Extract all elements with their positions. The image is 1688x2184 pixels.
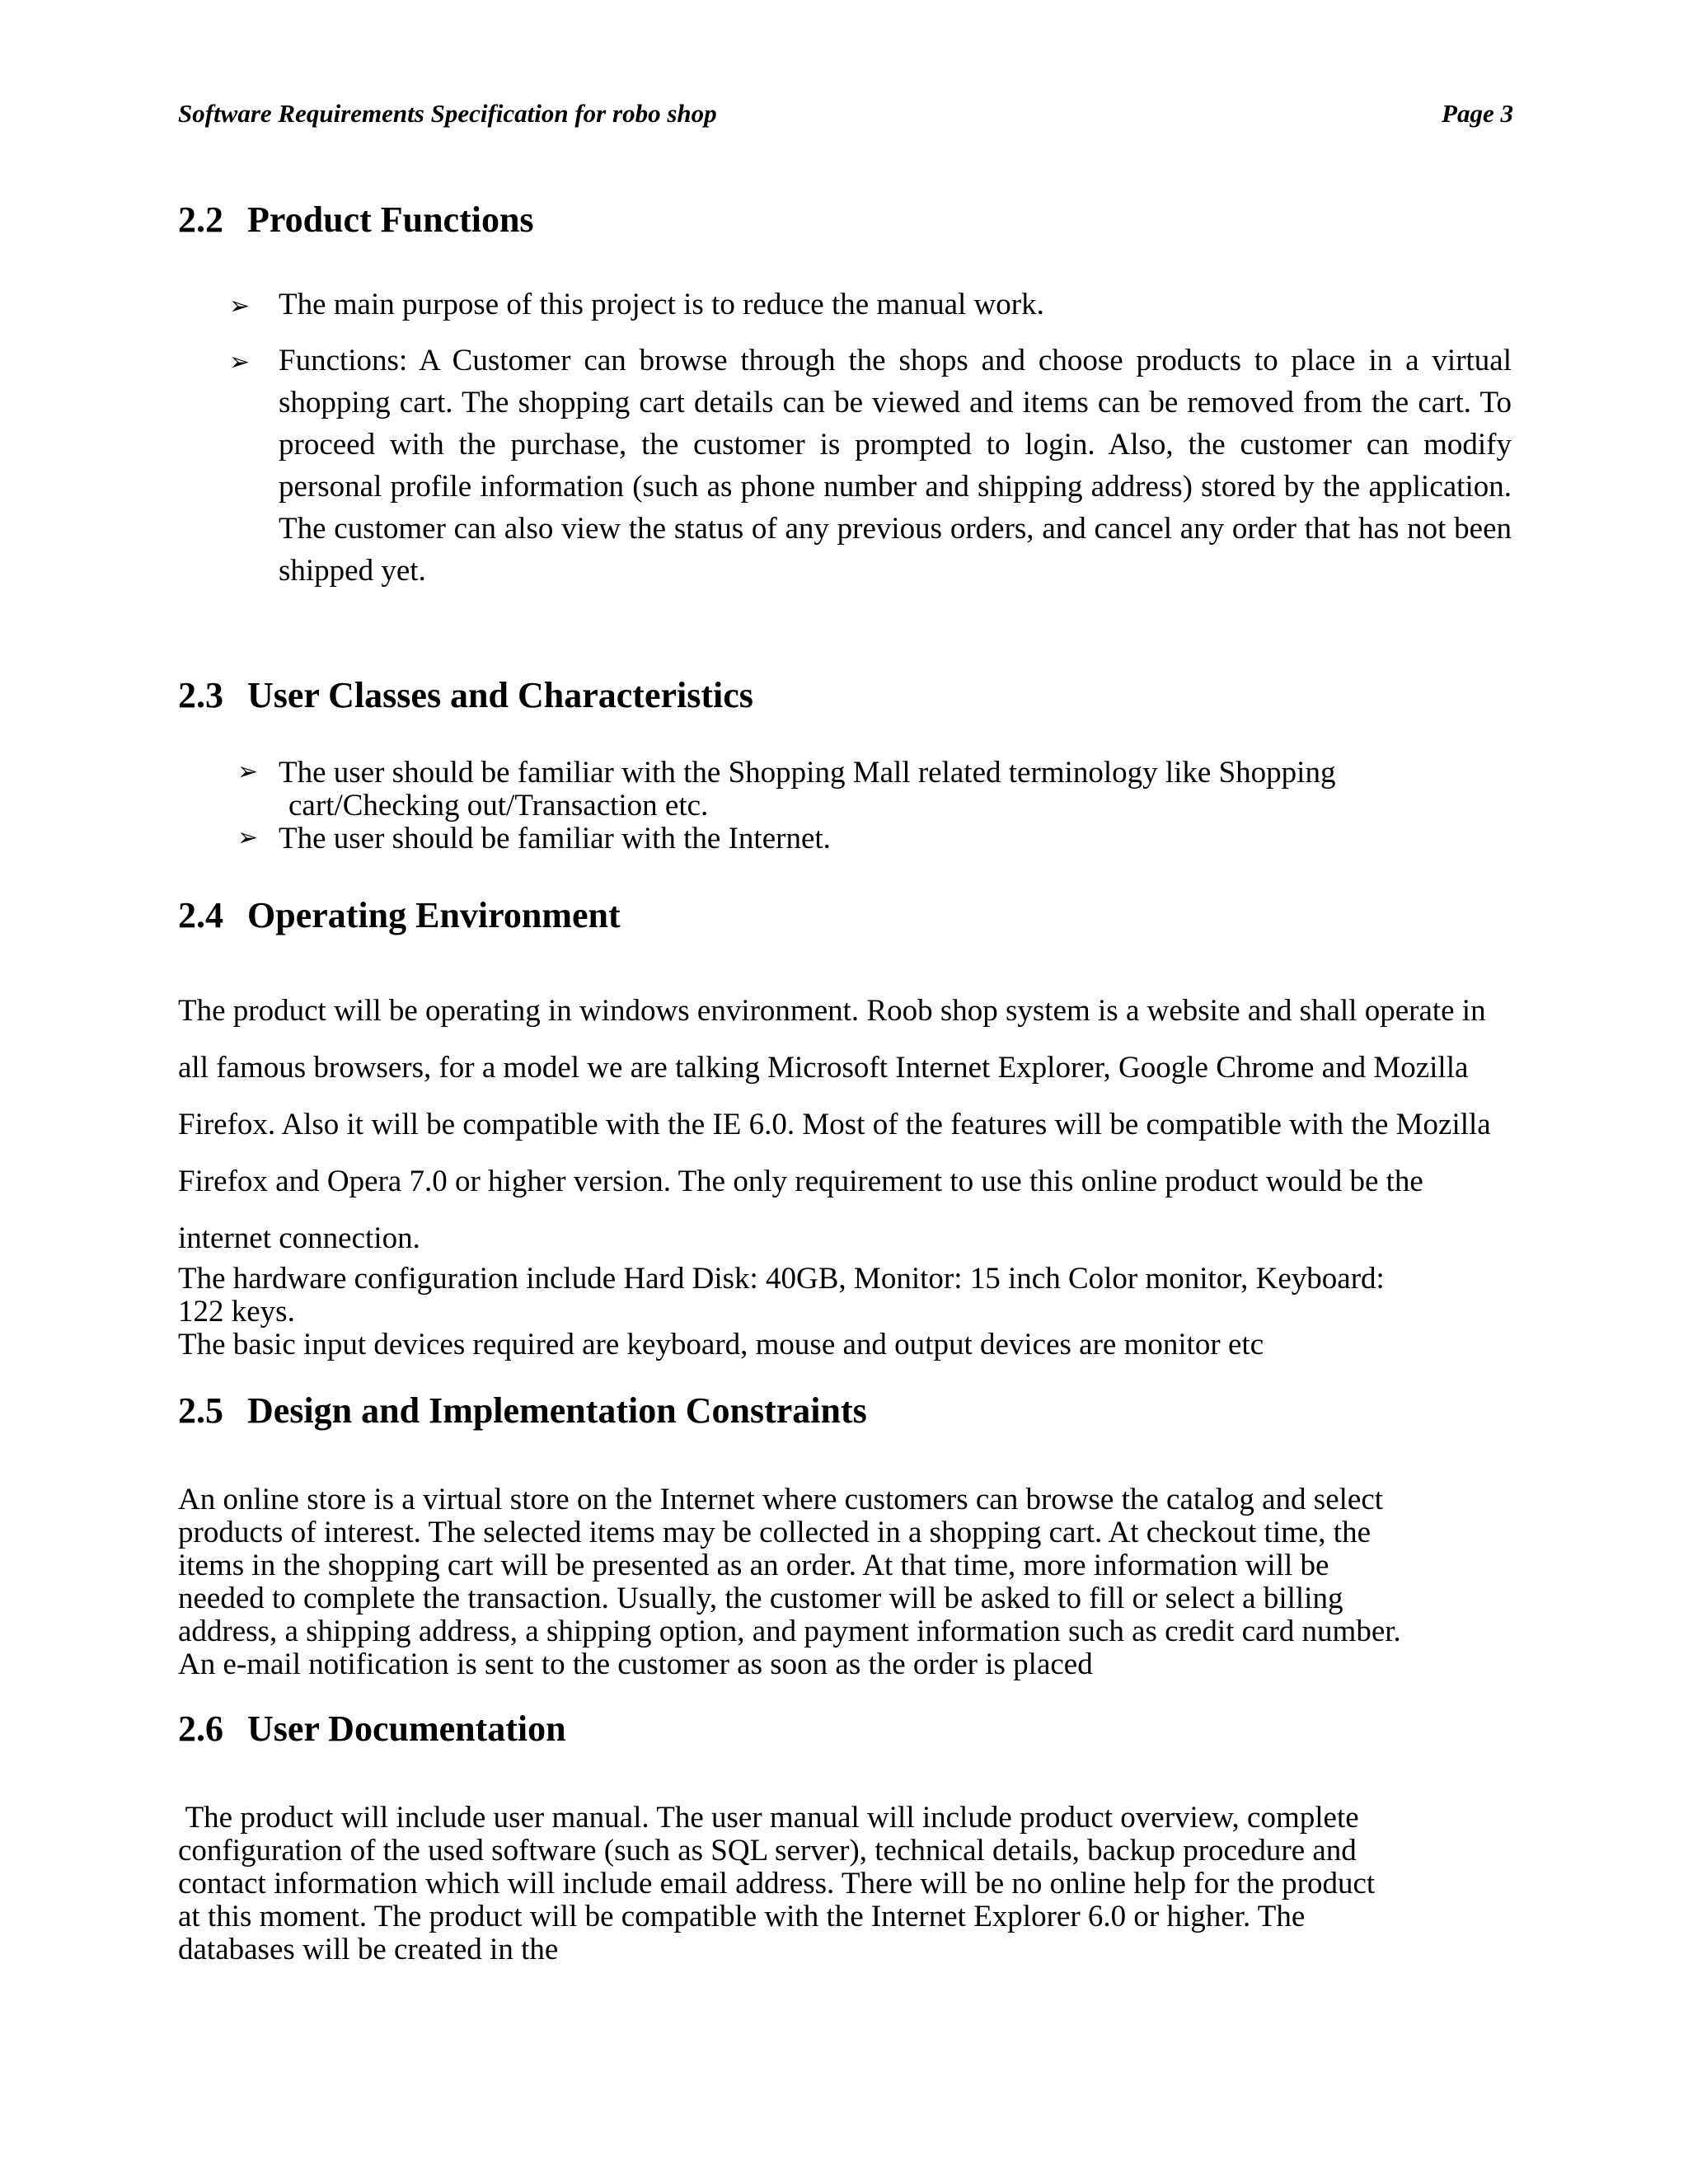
text-line: configuration of the used software (such as SQL server), technical details, backup procedure and bbox=[178, 1834, 1357, 1868]
text-line: address, a shipping address, a shipping option, and payment information such as credit card number. bbox=[178, 1615, 1401, 1648]
arrow-bullet-icon: ➢ bbox=[229, 349, 251, 376]
user-documentation-paragraph bbox=[178, 1802, 1497, 1966]
heading-user-classes bbox=[178, 674, 753, 716]
text-line: needed to complete the transaction. Usually, the customer will be asked to fill or select a billing bbox=[178, 1582, 1343, 1615]
user-classes-list bbox=[237, 756, 1515, 855]
text-line: The product will include user manual. The user manual will include product overview, complete bbox=[178, 1801, 1359, 1835]
hardware-configuration-text bbox=[178, 1263, 1522, 1361]
header-document-title: Software Requirements Specification for robo shop bbox=[178, 99, 717, 128]
section-number: 2.2 bbox=[178, 199, 223, 240]
heading-operating-environment bbox=[178, 894, 621, 936]
bullet-text: The main purpose of this project is to reduce the manual work. bbox=[279, 288, 1044, 321]
bullet-text: Functions: A Customer can browse through the shops and choose products to place in a virtual shopping cart. The shopping cart details can be viewed and items can be removed from the cart. To proceed with the purchase, the customer is prompted to login. Also, the customer can modify personal profile information (such as phone number and shipping address) stored by the application. The customer can also view the status of any previous orders, and cancel any order that has not been shipped yet. bbox=[279, 344, 1512, 588]
list-item bbox=[237, 756, 1515, 823]
section-title: User Documentation bbox=[247, 1708, 566, 1749]
arrow-bullet-icon: ➢ bbox=[237, 758, 259, 785]
text-line: An online store is a virtual store on the Internet where customers can browse the catalog and select bbox=[178, 1483, 1384, 1516]
text-line: databases will be created in the bbox=[178, 1933, 559, 1966]
section-title: Design and Implementation Constraints bbox=[247, 1390, 867, 1431]
arrow-bullet-icon: ➢ bbox=[229, 293, 251, 320]
bullet-text-line: The user should be familiar with the Shopping Mall related terminology like Shopping bbox=[279, 756, 1336, 790]
running-header bbox=[178, 99, 1513, 135]
section-title: Operating Environment bbox=[247, 895, 621, 935]
text-line: items in the shopping cart will be presented as an order. At that time, more information will be bbox=[178, 1549, 1329, 1582]
bullet-text-line: cart/Checking out/Transaction etc. bbox=[288, 789, 709, 823]
text-line: An e-mail notification is sent to the customer as soon as the order is placed bbox=[178, 1647, 1093, 1681]
list-item bbox=[229, 340, 1512, 592]
text-line: contact information which will include email address. There will be no online help for the product bbox=[178, 1867, 1376, 1900]
list-item bbox=[237, 822, 1515, 855]
arrow-bullet-icon: ➢ bbox=[237, 824, 259, 851]
section-number: 2.5 bbox=[178, 1390, 223, 1431]
text-line: products of interest. The selected items may be collected in a shopping cart. At checkout time, the bbox=[178, 1516, 1372, 1549]
section-title: User Classes and Characteristics bbox=[247, 675, 753, 715]
heading-design-constraints bbox=[178, 1390, 867, 1432]
operating-environment-paragraph: The product will be operating in windows environment. Roob shop system is a website and shall operate in all famous browsers, for a model we are talking Microsoft Internet Explorer, Google Chrome and Mozilla Firefox. Also it will be compatible with the IE 6.0. Most of the features will be compatible with the Mozilla Firefox and Opera 7.0 or higher version. The only requirement to use this online product would be the internet connection. bbox=[178, 994, 1491, 1255]
section-number: 2.3 bbox=[178, 675, 223, 715]
section-title: Product Functions bbox=[247, 199, 534, 240]
bullet-text-line: The user should be familiar with the Internet. bbox=[279, 822, 831, 855]
section-number: 2.6 bbox=[178, 1708, 223, 1749]
heading-user-documentation bbox=[178, 1708, 566, 1750]
list-item bbox=[229, 284, 1512, 326]
heading-product-functions bbox=[178, 199, 534, 241]
text-line: 122 keys. bbox=[178, 1295, 295, 1329]
header-page-number: Page 3 bbox=[1442, 99, 1513, 128]
text-line: The hardware configuration include Hard Disk: 40GB, Monitor: 15 inch Color monitor, Keyboard: bbox=[178, 1262, 1385, 1296]
text-line: The basic input devices required are keyboard, mouse and output devices are monitor etc bbox=[178, 1328, 1264, 1361]
product-functions-list bbox=[229, 284, 1512, 606]
design-constraints-paragraph bbox=[178, 1483, 1530, 1681]
section-number: 2.4 bbox=[178, 895, 223, 935]
text-line: at this moment. The product will be compatible with the Internet Explorer 6.0 or higher. The bbox=[178, 1900, 1306, 1933]
